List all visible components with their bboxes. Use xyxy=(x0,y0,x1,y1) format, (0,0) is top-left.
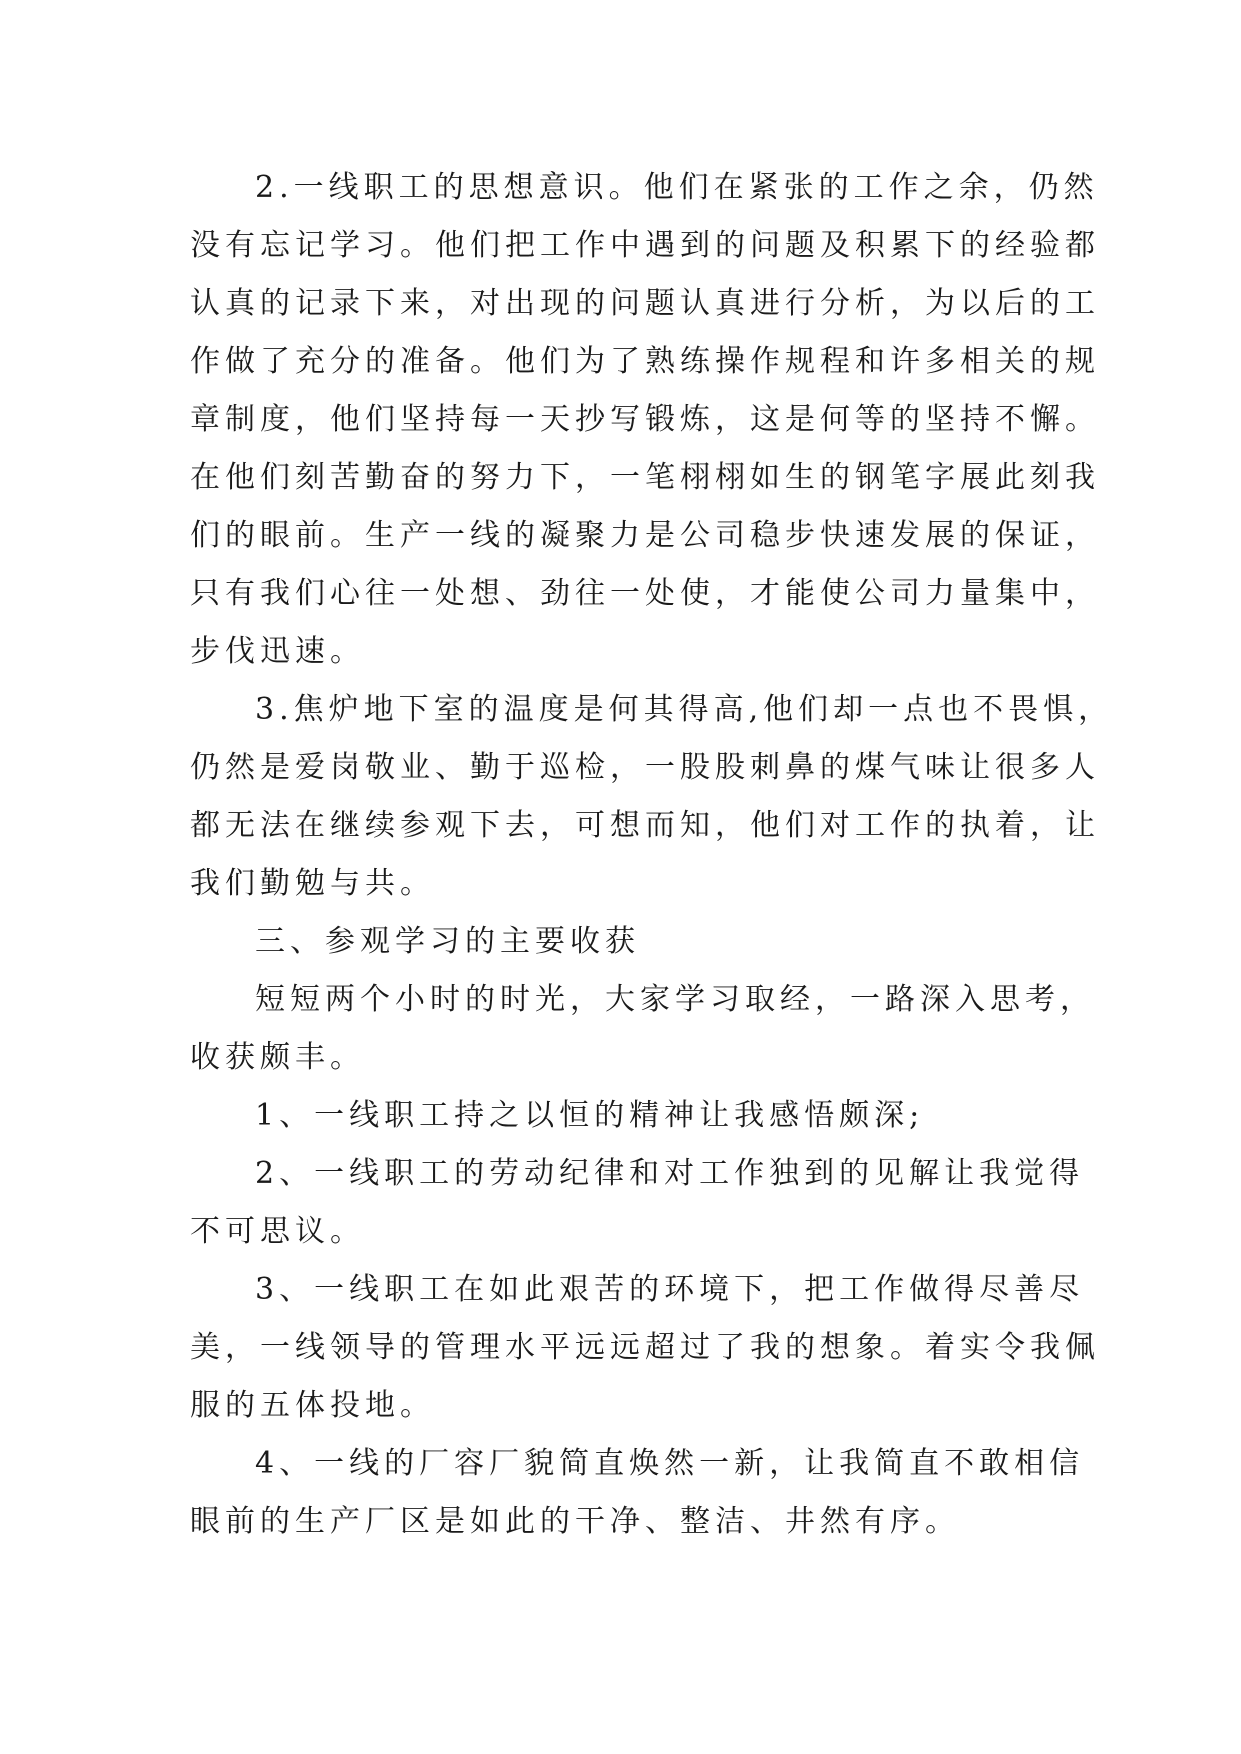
section-heading: 三、参观学习的主要收获 xyxy=(255,924,640,959)
list-item: 2、一线职工的劳动纪律和对工作独到的见解让我觉得 xyxy=(255,1156,1085,1191)
text-line: 收获颇丰。 xyxy=(190,1040,365,1075)
text-line: 都无法在继续参观下去，可想而知，他们对工作的执着，让 xyxy=(190,808,1100,843)
text-line: 服的五体投地。 xyxy=(190,1388,435,1423)
text-line: 短短两个小时的时光，大家学习取经，一路深入思考， xyxy=(255,982,1095,1017)
text-line: 章制度，他们坚持每一天抄写锻炼，这是何等的坚持不懈。 xyxy=(190,402,1100,437)
text-line: 在他们刻苦勤奋的努力下，一笔栩栩如生的钢笔字展此刻我 xyxy=(190,460,1100,495)
text-line: 没有忘记学习。他们把工作中遇到的问题及积累下的经验都 xyxy=(190,228,1100,263)
text-line: 步伐迅速。 xyxy=(190,634,365,669)
text-line: 2.一线职工的思想意识。他们在紧张的工作之余，仍然 xyxy=(255,170,1099,205)
list-item: 4、一线的厂容厂貌简直焕然一新，让我简直不敢相信 xyxy=(255,1446,1085,1481)
text-line: 美，一线领导的管理水平远远超过了我的想象。着实令我佩 xyxy=(190,1330,1100,1365)
list-item: 3、一线职工在如此艰苦的环境下，把工作做得尽善尽 xyxy=(255,1272,1085,1307)
text-line: 们的眼前。生产一线的凝聚力是公司稳步快速发展的保证， xyxy=(190,518,1100,553)
list-item: 1、一线职工持之以恒的精神让我感悟颇深; xyxy=(255,1098,925,1133)
text-line: 眼前的生产厂区是如此的干净、整洁、井然有序。 xyxy=(190,1504,960,1539)
text-line: 我们勤勉与共。 xyxy=(190,866,435,901)
text-line: 认真的记录下来，对出现的问题认真进行分析，为以后的工 xyxy=(190,286,1100,321)
text-line: 仍然是爱岗敬业、勤于巡检，一股股刺鼻的煤气味让很多人 xyxy=(190,750,1100,785)
text-line: 3.焦炉地下室的温度是何其得高,他们却一点也不畏惧， xyxy=(255,692,1114,727)
text-line: 作做了充分的准备。他们为了熟练操作规程和许多相关的规 xyxy=(190,344,1100,379)
text-line: 不可思议。 xyxy=(190,1214,365,1249)
text-line: 只有我们心往一处想、劲往一处使，才能使公司力量集中， xyxy=(190,576,1100,611)
